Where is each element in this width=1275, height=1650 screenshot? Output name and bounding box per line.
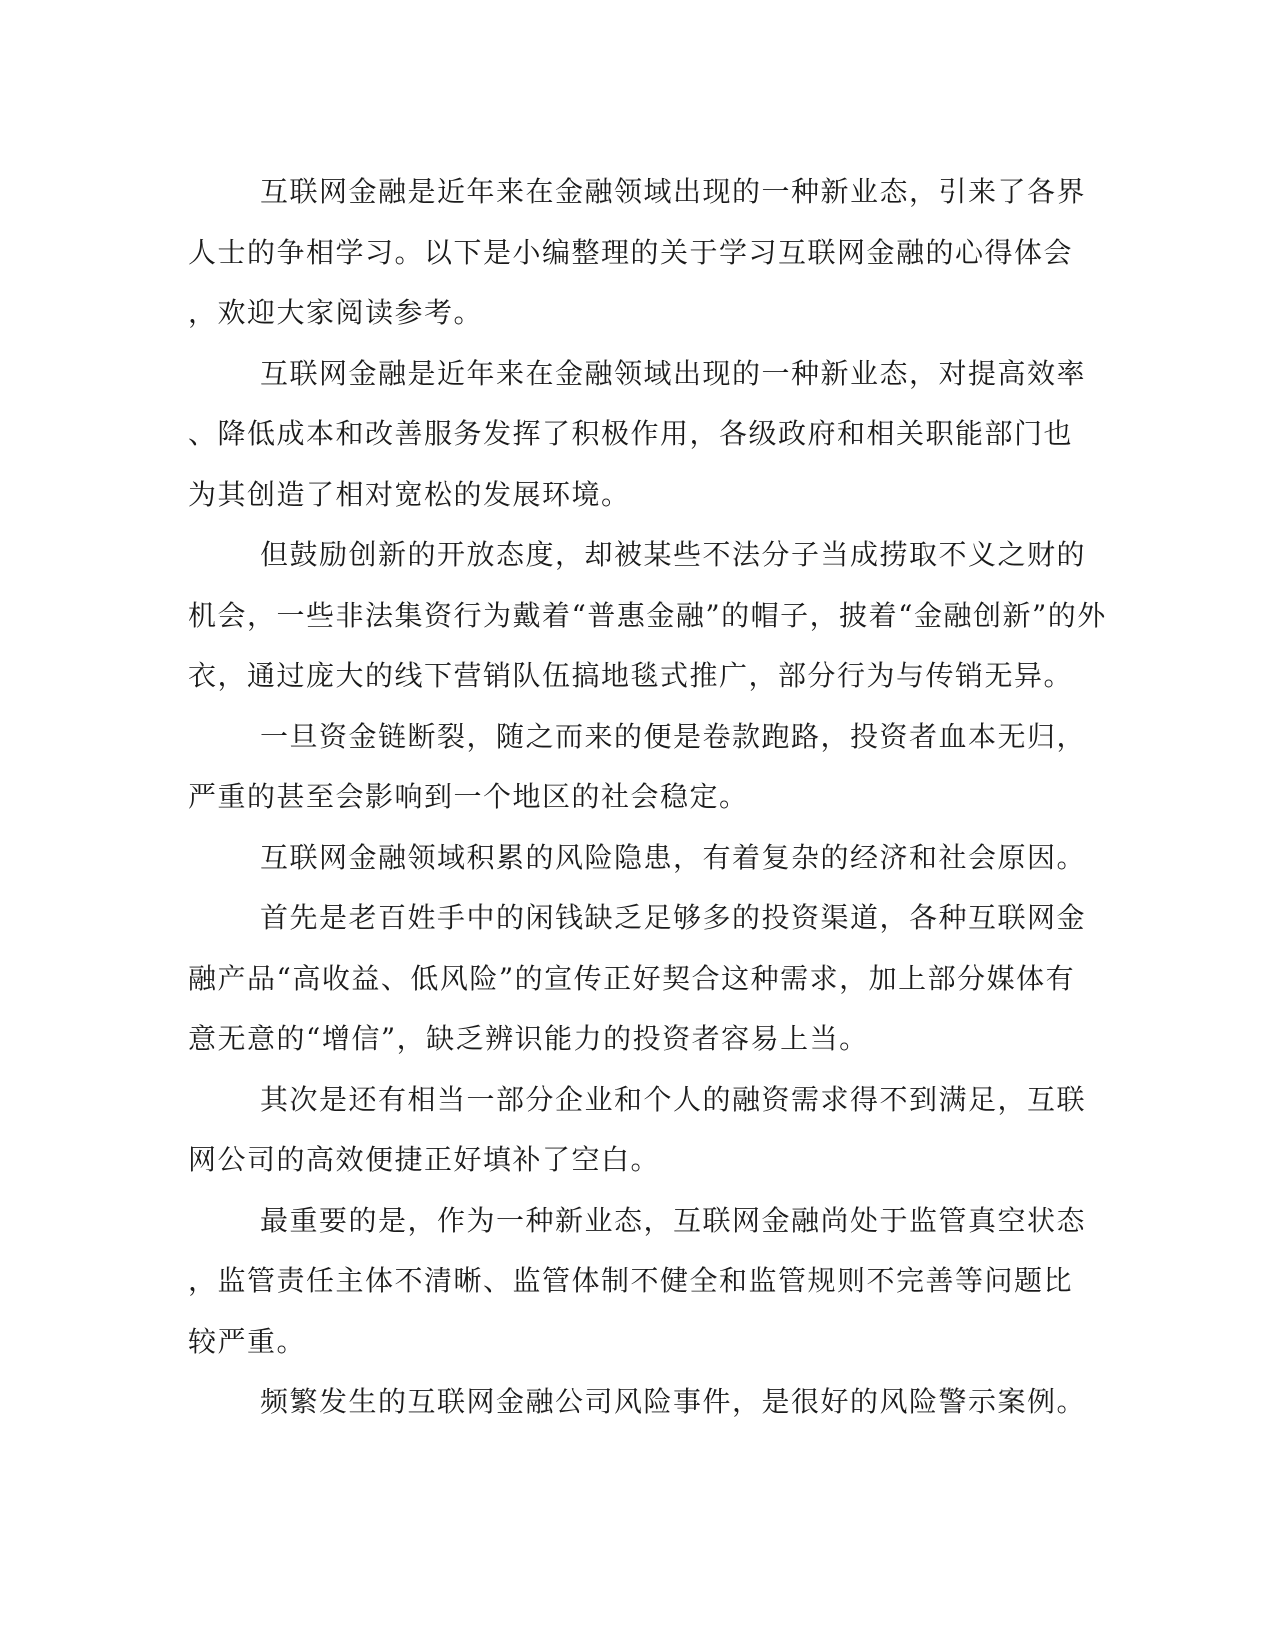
paragraph-5 [188,828,1087,889]
text-line: 意无意的“增信”，缺乏辨识能力的投资者容易上当。 [188,1022,869,1055]
paragraph-4 [188,707,1087,828]
text-line: 互联网金融是近年来在金融领域出现的一种新业态，对提高效率 [260,356,1087,390]
paragraph-6 [188,888,1087,1070]
text-line: 严重的甚至会影响到一个地区的社会稳定。 [188,780,749,813]
text-line: 人士的争相学习。以下是小编整理的关于学习互联网金融的心得体会 [188,235,1074,269]
text-line: 一旦资金链断裂，随之而来的便是卷款跑路，投资者血本无归， [260,719,1087,753]
text-line: 互联网金融是近年来在金融领域出现的一种新业态，引来了各界 [260,175,1087,208]
text-line: 其次是还有相当一部分企业和个人的融资需求得不到满足，互联 [260,1082,1087,1116]
text-line: 较严重。 [188,1324,307,1358]
paragraph-3 [188,525,1107,707]
text-line: 但鼓励创新的开放态度，却被某些不法分子当成捞取不义之财的 [260,538,1087,571]
text-line: 为其创造了相对宽松的发展环境。 [188,477,631,511]
paragraph-2 [188,344,1087,526]
document-body [188,162,1107,1433]
text-line: ，欢迎大家阅读参考。 [188,296,484,329]
text-line: 衣，通过庞大的线下营销队伍搞地毯式推广，部分行为与传销无异。 [188,659,1074,692]
paragraph-8 [188,1191,1087,1373]
text-line: 、降低成本和改善服务发挥了积极作用，各级政府和相关职能部门也 [188,417,1074,450]
text-line: 频繁发生的互联网金融公司风险事件，是很好的风险警示案例。 [260,1385,1087,1418]
text-line: 融产品“高收益、低风险”的宣传正好契合这种需求，加上部分媒体有 [188,961,1076,995]
text-line: 首先是老百姓手中的闲钱缺乏足够多的投资渠道，各种互联网金 [260,901,1087,934]
text-line: 最重要的是，作为一种新业态，互联网金融尚处于监管真空状态 [260,1203,1087,1237]
paragraph-1 [188,162,1087,344]
text-line: ，监管责任主体不清晰、监管体制不健全和监管规则不完善等问题比 [188,1264,1074,1297]
text-line: 互联网金融领域积累的风险隐患，有着复杂的经济和社会原因。 [260,840,1087,874]
text-line: 机会，一些非法集资行为戴着“普惠金融”的帽子，披着“金融创新”的外 [188,598,1107,632]
text-line: 网公司的高效便捷正好填补了空白。 [188,1143,661,1176]
paragraph-9 [188,1372,1087,1433]
paragraph-7 [188,1070,1087,1191]
